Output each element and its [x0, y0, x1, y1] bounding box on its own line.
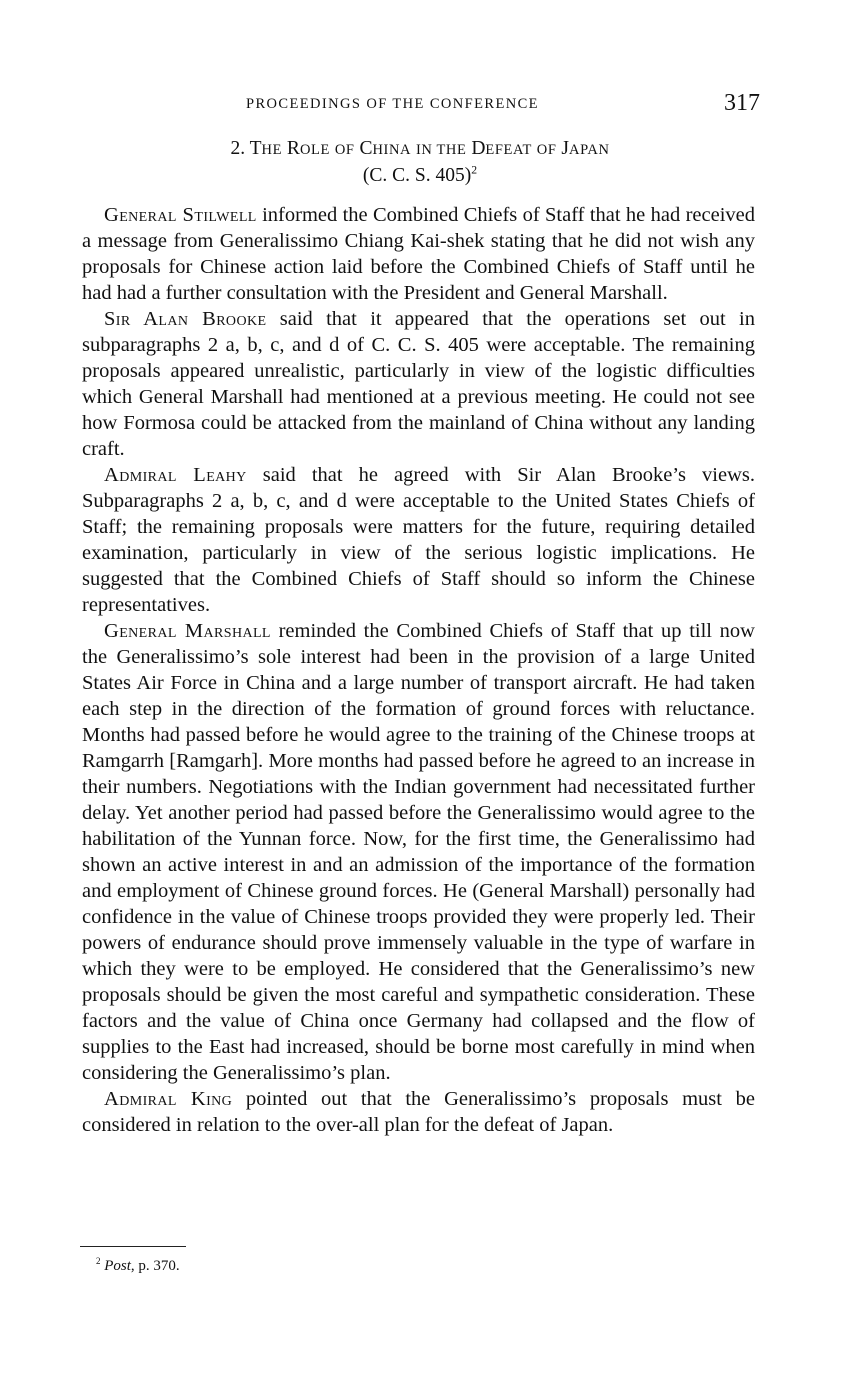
speaker-name: General Marshall [104, 620, 271, 642]
document-reference: (C. C. S. 405)$^2$ [362, 163, 478, 186]
footnote-marker[interactable]: 2 [471, 163, 478, 177]
section-number: 2. [230, 138, 246, 159]
speaker-name: Admiral Leahy [104, 464, 247, 486]
paragraph-stilwell: General Stilwell informed the Combined Chiefs of Staff that he had received a message from Generalissimo Chiang Kai-shek stating that he did not wish any proposals for Chinese action laid before the Combined Chiefs of Staff until he had had a further consultation with the President and General Marshall. [82, 204, 755, 304]
speaker-name: General Stilwell [104, 204, 257, 226]
paragraph-king: Admiral King pointed out that the Generalissimo’s proposals must be considered in relation to the over-all plan for the defeat of Japan. [82, 1088, 756, 1136]
footnote [96, 1258, 180, 1275]
running-title: PROCEEDINGS OF THE CONFERENCE [246, 96, 539, 112]
page-number: 317 [724, 90, 760, 116]
footnote-page: , p. 370. [130, 1258, 180, 1274]
speaker-name: Admiral King [104, 1088, 233, 1110]
paragraph-leahy: Admiral Leahy said that he agreed with Sir Alan Brooke’s views. Subparagraphs 2 a, b, c, and d were acceptable to the United States Chiefs of Staff; the remaining proposals were matters for the future, requiring detailed examination, particularly in view of the serious logistic implications. He suggested that the Combined Chiefs of Staff should so inform the Chinese representatives. [82, 464, 755, 616]
section-title: 2. THE ROLE OF CHINA IN THE DEFEAT OF JAPAN [230, 138, 610, 159]
footnote-divider [80, 1246, 186, 1247]
footnote-source: Post [104, 1258, 131, 1274]
body-text [82, 202, 755, 1138]
footnote-number: 2 [96, 1256, 101, 1266]
section-heading [80, 136, 760, 189]
paragraph-brooke: Sir Alan Brooke said that it appeared that the operations set out in subparagraphs 2 a, b, c, and d of C. C. S. 405 were acceptable. The remaining proposals appeared unrealistic, particularly in view of the logistic difficulties which General Marshall had mentioned at a previous meeting. He could not see how Formosa could be attacked from the mainland of China without any landing craft. [82, 308, 755, 460]
paragraph-marshall: General Marshall reminded the Combined Chiefs of Staff that up till now the Generalissimo’s sole interest had been in the provision of a large United States Air Force in China and a large number of transport aircraft. He had taken each step in the direction of the formation of ground forces with reluctance. Months had passed before he would agree to the training of the Chinese troops at Ramgarrh [Ramgarh]. More months had passed before he agreed to an increase in their numbers. Negotiations with the Indian government had necessitated further delay. Yet another period had passed before the Generalissimo would agree to the habilitation of the Yunnan force. Now, for the first time, the Generalissimo had shown an active interest in and an admission of the importance of the formation and employment of Chinese ground forces. He (General Marshall) personally had confidence in the value of Chinese troops provided they were properly led. Their powers of endurance should prove immensely valuable in the type of warfare in which they were to be employed. He considered that the Generalissimo’s new proposals should be given the most careful and sympathetic consideration. These factors and the value of China once Germany had collapsed and the flow of supplies to the East had increased, should be borne most carefully in mind when considering the Generalissimo’s plan. [82, 620, 755, 1084]
speaker-name: Sir Alan Brooke [104, 308, 267, 330]
running-header [80, 90, 760, 120]
